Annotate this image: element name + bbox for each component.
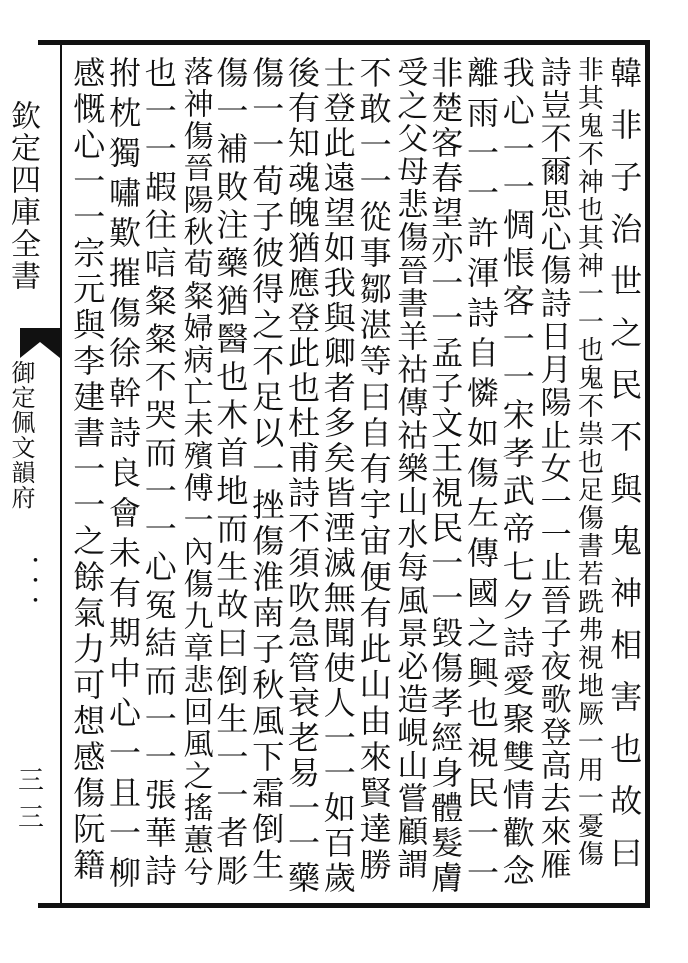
text-column — [391, 56, 433, 901]
column-text: 感慨心一一宗元與李建書一一之餘氣力可想感傷阮籍 — [68, 56, 107, 884]
text-column — [177, 56, 219, 901]
text-column — [320, 56, 362, 901]
text-column — [463, 56, 505, 901]
column-text: 也一一嘏往唁粲粲不哭而一一心冤結而一一張華詩 — [139, 56, 178, 892]
column-text: 拊枕獨嘯歎摧傷徐幹詩良會未有期中心一且一柳 — [104, 56, 142, 896]
column-text: 傷一補敗注藥猶醫也木首地而生故曰倒生一一者彫 — [211, 56, 250, 892]
text-column — [69, 56, 111, 901]
text-column — [606, 56, 648, 901]
text-column — [356, 56, 398, 901]
page-number: 三三 — [18, 766, 45, 833]
text-column — [284, 56, 326, 901]
column-text: 離雨一一許渾詩自憐如傷左傳國之興也視民一一 — [462, 56, 500, 896]
column-text: 受之父母悲傷晉書羊祜傳祜樂山水每風景必造峴山嘗顧謂 — [391, 56, 428, 881]
column-text: 詩豈不爾思心傷詩日月陽止女一一止晉子夜歌登高去來雁 — [534, 56, 571, 881]
column-text: 我心一一惆悵客一一宋孝武帝七夕詩愛聚雙情歡念 — [497, 56, 536, 892]
column-text: 傷一一荀子彼得之不足以一挫傷淮南子秋風下霜倒生 — [247, 56, 286, 884]
text-column — [499, 56, 541, 901]
column-text: 不敢一一從事鄒湛等曰自有宇宙便有此山由來賢達勝 — [354, 56, 393, 884]
text-column — [141, 56, 183, 901]
text-column — [570, 56, 612, 901]
column-text: 士登此遠望如我與卿者多矣皆湮滅無聞使人一一如百歲 — [318, 56, 357, 896]
text-column — [212, 56, 254, 901]
column-text: 韓非子治世之民不與鬼神相害也故曰 — [605, 56, 644, 888]
text-column — [105, 56, 147, 901]
column-text: 非其鬼不神也其神一一也鬼不祟也足傷書若跣弗視地厥一用一憂傷 — [573, 56, 604, 868]
text-column — [427, 56, 469, 901]
column-text: 非楚客春望亦一一孟子文王視民一一毀傷孝經身體髮膚 — [426, 56, 465, 896]
text-column — [535, 56, 577, 901]
fishtail-mark-icon — [20, 328, 60, 358]
book-title: 御定佩文韻府 — [7, 360, 35, 510]
text-column — [248, 56, 290, 901]
column-text: 後有知魂魄猶應登此也杜甫詩不須吹急管衰老易一一藥 — [283, 56, 321, 896]
margin-dots: ・・・ — [22, 550, 46, 610]
collection-title: 欽定四庫全書 — [5, 100, 40, 292]
margin-strip — [0, 40, 62, 908]
column-text: 落神傷晉陽秋荀粲婦病亡未殯傅一內傷九章悲回風之搖蕙兮 — [177, 56, 213, 888]
